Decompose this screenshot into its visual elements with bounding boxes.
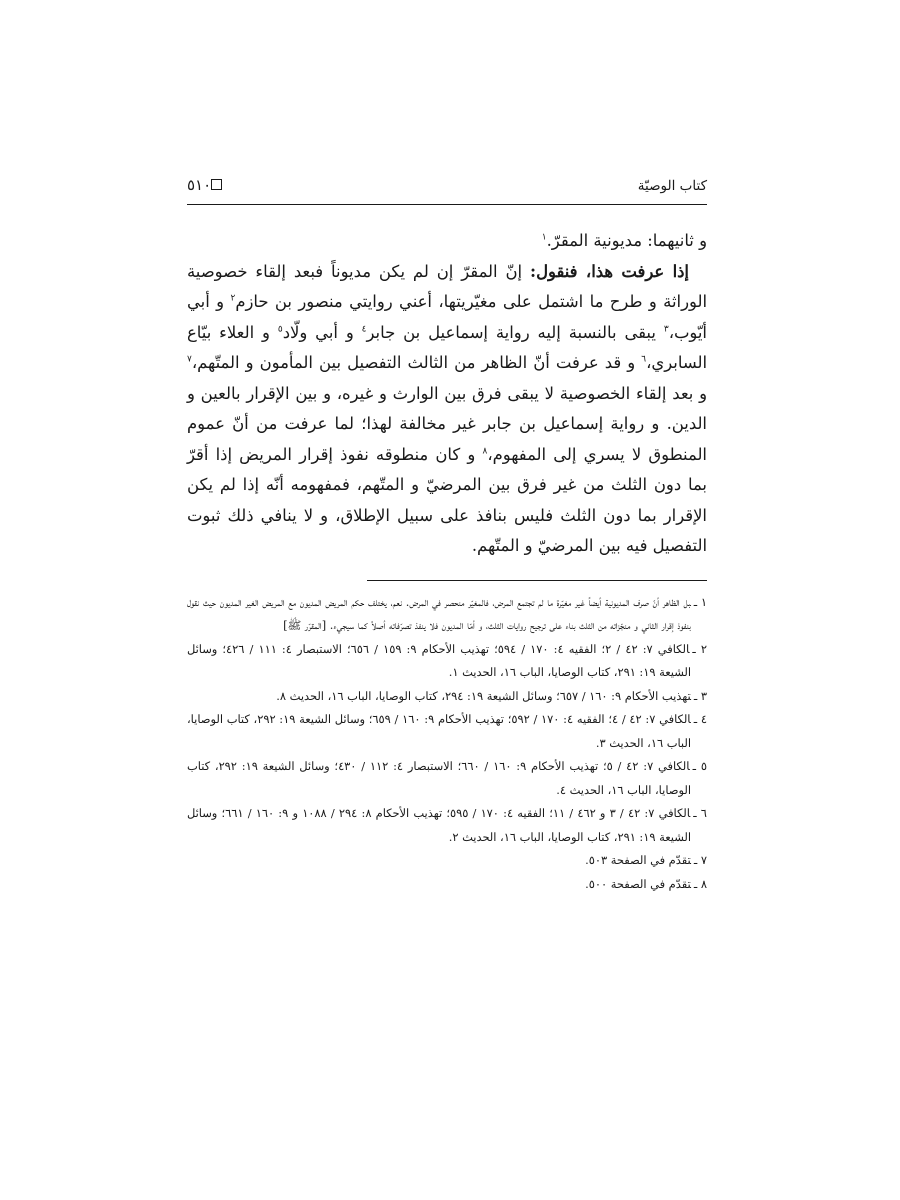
footnote-number: ٨ ـ: [693, 876, 707, 891]
footnote: [187, 849, 707, 873]
footnote-number: ١ ـ: [693, 594, 707, 609]
book-title: كتاب الوصيّة: [637, 178, 707, 194]
para-text-1: إنّ المقرّ إن لم يكن مديوناً فبعد إلقاء خصوصية الوراثة و طرح ما اشتمل على مغيّريتها، أعني روايتي منصور بن حازم: [187, 261, 707, 311]
footnote-text: الكافي ٧: ٤٢ / ٣ و ٤٦٢ / ١١؛ الفقيه ٤: ١٧٠ / ٥٩٥؛ تهذيب الأحكام ٨: ٢٩٤ / ١٠٨٨ و ٩: ١٦٠ / ٦٦١؛ وسائل الشيعة ١٩: ٢٩١، كتاب الوصايا، الباب ١٦، الحديث ٢.: [187, 806, 691, 844]
footnote-text: تقدّم في الصفحة ٥٠٠.: [585, 876, 691, 891]
footnotes: [187, 591, 707, 897]
para-text-6: و قد عرفت أنّ الظاهر من الثالث التفصيل بين المأمون و المتّهم،: [191, 353, 642, 372]
footnote-number: ٢ ـ: [692, 641, 707, 656]
footnote: [187, 802, 707, 849]
page-number-group: [187, 176, 226, 194]
page-number: ٥١٠: [187, 176, 212, 194]
book-page: [187, 168, 707, 896]
footnote-number: ٦ ـ: [693, 806, 707, 820]
footnote-number: ٤ ـ: [693, 712, 707, 726]
footnote: [187, 685, 707, 709]
para-text-7: و بعد إلقاء الخصوصية لا يبقى فرق بين الوارث و غيره، و بين الإقرار بالعين و الدين. و رواية إسماعيل بن جابر غير مخالفة لهذا؛ لما عرفت من أنّ عموم المنطوق لا يسري إلى المفهوم،: [187, 383, 707, 464]
footnote: [187, 708, 707, 755]
footnote: [187, 638, 707, 685]
footnote-text: بل الظاهر أنّ صرف المديونية أيضاً غير مغيّرة ما لم تجتمع المرض، فالمغيّر منحصر في المرض. نعم، يختلف حكم المريض المديون مع المريض الغير المديون حيث نقول بنفوذ إقرار الثاني و منجّزاته من الثلث بناء على ترجيح روايات الثلث، و أمّا المديون فلا ينفذ تصرّفاته أصلاً كما سيجيء. [المقرّر ﷺ]: [187, 594, 691, 632]
footnote-ref-3: ٣: [663, 324, 669, 335]
para-text-2: و أبي أيّوب،: [187, 292, 707, 342]
footnote-text: الكافي ٧: ٤٢ / ٥؛ تهذيب الأحكام ٩: ١٦٠ / ٦٦٠؛ الاستبصار ٤: ١١٢ / ٤٣٠؛ وسائل الشيعة ١٩: ٢٩٢، كتاب الوصايا، الباب ١٦، الحديث ٤.: [187, 759, 691, 797]
footnote: [187, 591, 707, 638]
footnote-ref-4: ٤: [361, 324, 367, 335]
running-header: [187, 168, 707, 204]
text-line-1: [187, 226, 707, 257]
para-text-3: يبقى بالنسبة إليه رواية إسماعيل بن جابر: [366, 322, 664, 342]
footnote-text: الكافي ٧: ٤٢ / ٤؛ الفقيه ٤: ١٧٠ / ٥٩٢؛ تهذيب الأحكام ٩: ١٦٠ / ٦٥٩؛ وسائل الشيعة ١٩: ٢٩٢، كتاب الوصايا، الباب ١٦، الحديث ٣.: [187, 712, 691, 750]
footnote: [187, 873, 707, 897]
footnote-text: الكافي ٧: ٤٢ / ٢؛ الفقيه ٤: ١٧٠ / ٥٩٤؛ تهذيب الأحكام ٩: ١٥٩ / ٦٥٦؛ الاستبصار ٤: ١١١ / ٤٢٦؛ وسائل الشيعة ١٩: ٢٩١، كتاب الوصايا، الباب ١٦، الحديث ١.: [187, 641, 691, 679]
footnote-ref-1: ١: [541, 232, 547, 243]
footnote-ref-7: ٧: [187, 354, 192, 365]
footnote-text: تهذيب الأحكام ٩: ١٦٠ / ٦٥٧؛ وسائل الشيعة ١٩: ٢٩٤، كتاب الوصايا، الباب ١٦، الحديث ٨.: [276, 688, 691, 703]
header-divider: [187, 204, 707, 205]
footnote-ref-8: ٨: [482, 446, 488, 457]
footnote-number: ٥ ـ: [692, 759, 707, 773]
footnote-number: ٣ ـ: [693, 688, 707, 703]
footnote-ref-2: ٢: [230, 293, 236, 304]
footnote-text: تقدّم في الصفحة ٥٠٣.: [585, 853, 691, 867]
footnote: [187, 755, 707, 802]
main-text: [187, 226, 707, 562]
footnote-ref-5: ٥: [277, 324, 283, 335]
footnote-ref-6: ٦: [641, 354, 647, 365]
para-text-8: و كان منطوقه نفوذ إقرار المريض إذا أقرّ بما دون الثلث من غير فرق بين المرضيّ و المتّهم، فمفهومه أنّه إذا لم يكن الإقرار بما دون الثلث فليس بنافذ على سبيل الإطلاق، و لا ينافي ذلك ثبوت التفصيل فيه بين المرضيّ و المتّهم.: [187, 444, 707, 555]
para-text-5: و العلاء بيّاع السابري،: [187, 322, 707, 372]
footnote-number: ٧ ـ: [693, 853, 707, 867]
bold-intro: إذا عرفت هذا، فنقول:: [530, 261, 689, 281]
footnote-divider: [367, 580, 707, 581]
square-ornament-icon: [211, 179, 222, 190]
main-paragraph: [187, 257, 707, 562]
para-text-4: و أبي ولّاد: [282, 322, 362, 342]
line1-text: و ثانيهما: مديونية المقرّ.: [546, 231, 707, 250]
